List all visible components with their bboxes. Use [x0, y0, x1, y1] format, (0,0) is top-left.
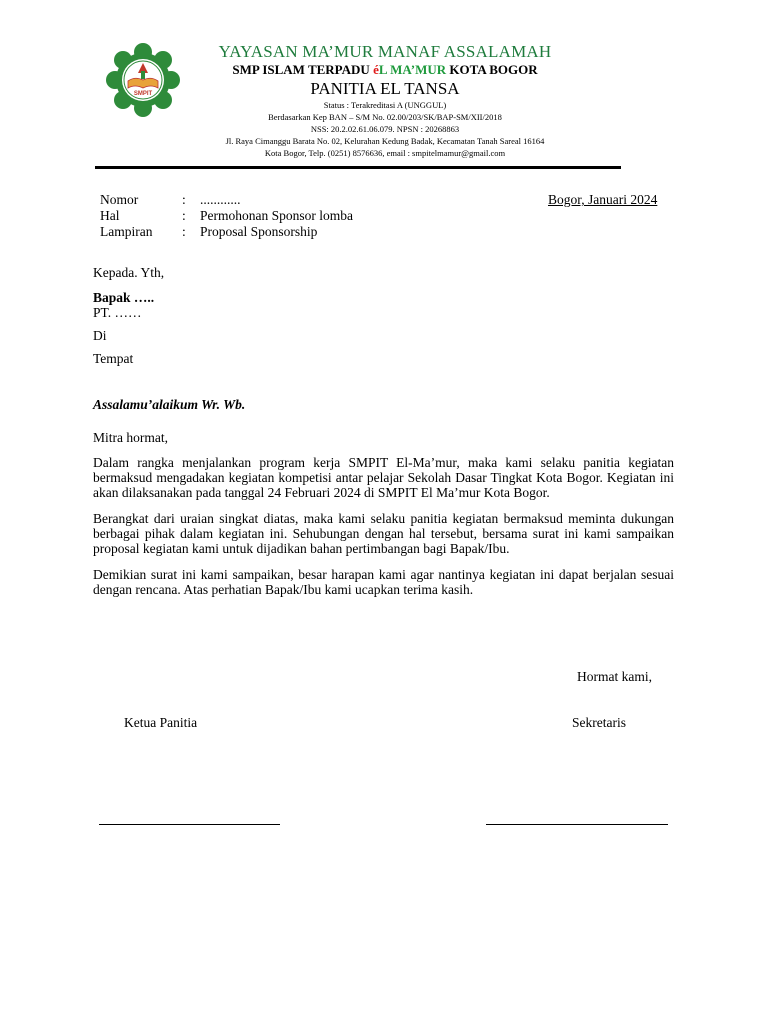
- school-logo: [104, 43, 182, 117]
- chair-signature-line: [99, 824, 280, 825]
- school-name: [200, 62, 570, 78]
- secretary-signature-line: [486, 824, 668, 825]
- recipient-place: Tempat: [93, 351, 134, 366]
- school-e: é: [373, 62, 379, 77]
- closing-regards: Hormat kami,: [577, 669, 652, 684]
- greeting: Assalamu’alaikum Wr. Wb.: [93, 397, 246, 412]
- recipient-name: Bapak …..: [93, 290, 155, 305]
- secretary-title: Sekretaris: [572, 715, 626, 730]
- lampiran-label: Lampiran: [100, 224, 153, 239]
- recipient-company: PT. ……: [93, 305, 142, 320]
- hal-value: Permohonan Sponsor lomba: [200, 208, 353, 223]
- paragraph-3: Demikian surat ini kami sampaikan, besar harapan kami agar nantinya kegiatan ini dapat berjalan sesuai dengan rencana. Atas perhatian Bapak/Ibu kami ucapkan terima kasih.: [93, 567, 674, 597]
- lampiran-value: Proposal Sponsorship: [200, 224, 318, 239]
- lampiran-colon: :: [182, 224, 186, 239]
- nomor-value: ............: [200, 192, 241, 207]
- foundation-name: YAYASAN MA’MUR MANAF ASSALAMAH: [218, 42, 552, 61]
- nomor-label: Nomor: [100, 192, 139, 207]
- school-suffix: KOTA BOGOR: [446, 62, 538, 77]
- paragraph-2: Berangkat dari uraian singkat diatas, maka kami selaku panitia kegiatan bermaksud meminta dukungan berbagai pihak dalam kegiatan ini. Sehubungan dengan hal tersebut, bersama surat ini kami sampaikan proposal kegiatan kami untuk dijadikan bahan pertimbangan bagi Bapak/Ibu.: [93, 511, 674, 556]
- letterhead-divider: [95, 166, 621, 169]
- school-address: Jl. Raya Cimanggu Barata No. 02, Kelurahan Kedung Badak, Kecamatan Tanah Sareal 16164: [225, 136, 545, 146]
- nomor-colon: :: [182, 192, 186, 207]
- decree-number: Berdasarkan Kep BAN – S/M No. 02.00/203/SK/BAP-SM/XII/2018: [268, 112, 502, 122]
- committee-name: PANITIA EL TANSA: [310, 79, 460, 98]
- logo-text: SMPIT: [133, 91, 153, 97]
- school-ids: NSS: 20.2.02.61.06.079. NPSN : 20268863: [310, 124, 460, 134]
- hal-label: Hal: [100, 208, 120, 223]
- school-prefix: SMP ISLAM TERPADU: [232, 62, 374, 77]
- recipient-to: Kepada. Yth,: [93, 265, 165, 280]
- chair-title: Ketua Panitia: [124, 715, 198, 730]
- letter-date: Bogor, Januari 2024: [548, 192, 658, 207]
- school-contact: Kota Bogor, Telp. (0251) 8576636, email : smpitelmamur@gmail.com: [264, 148, 506, 158]
- accreditation-status: Status : Terakreditasi A (UNGGUL): [323, 100, 447, 110]
- hal-colon: :: [182, 208, 186, 223]
- school-elmamur: L MA’MUR: [378, 62, 447, 77]
- recipient-di: Di: [93, 328, 107, 343]
- salutation: Mitra hormat,: [93, 430, 168, 445]
- paragraph-1: Dalam rangka menjalankan program kerja SMPIT El-Ma’mur, maka kami selaku panitia kegiatan bermaksud mengadakan kegiatan kompetisi antar pelajar Sekolah Dasar Tingkat Kota Bogor. Kegiatan ini akan dilaksanakan pada tanggal 24 Februari 2024 di SMPIT El Ma’mur Kota Bogor.: [93, 455, 674, 500]
